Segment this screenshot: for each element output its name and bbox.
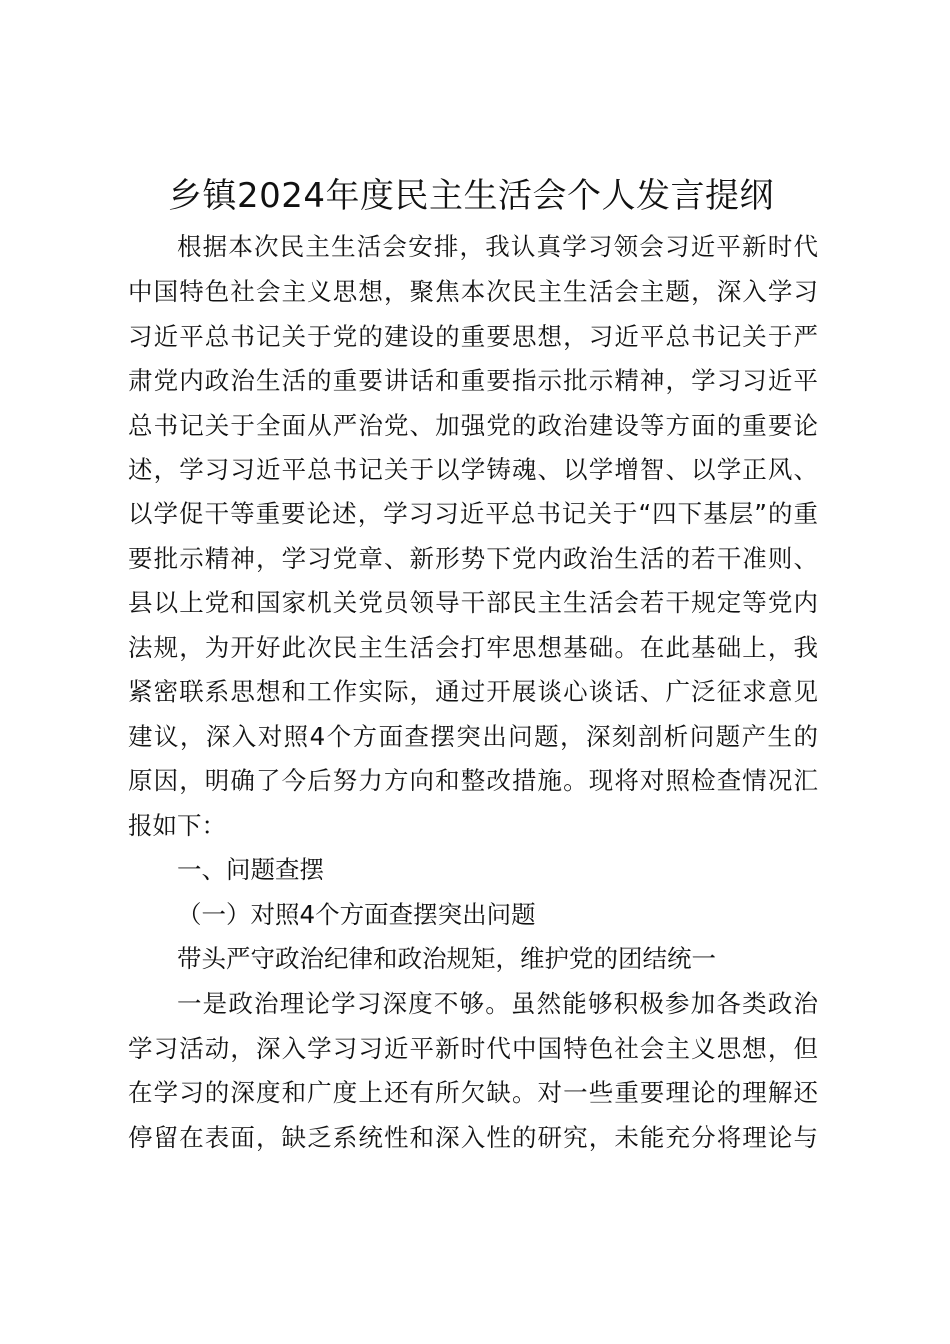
paragraph-line: 县以上党和国家机关党员领导干部民主生活会若干规定等党内	[128, 588, 818, 617]
paragraph-line: 建议，深入对照4个方面查摆突出问题，深刻剖析问题产生的	[128, 722, 818, 751]
paragraph-line: 总书记关于全面从严治党、加强党的政治建设等方面的重要论	[128, 411, 818, 440]
paragraph-line: 以学促干等重要论述，学习习近平总书记关于“四下基层”的重	[128, 499, 818, 528]
paragraph-line: 根据本次民主生活会安排，我认真学习领会习近平新时代	[177, 232, 818, 261]
document-title: 乡镇2024年度民主生活会个人发言提纲	[167, 176, 775, 216]
paragraph-line: 中国特色社会主义思想，聚焦本次民主生活会主题，深入学习	[128, 277, 818, 306]
paragraph-line: 原因，明确了今后努力方向和整改措施。现将对照检查情况汇	[128, 766, 818, 795]
paragraph-line: 肃党内政治生活的重要讲话和重要指示批示精神，学习习近平	[128, 366, 818, 395]
paragraph-line: 紧密联系思想和工作实际，通过开展谈心谈话、广泛征求意见	[128, 677, 818, 706]
subsection-heading: （一）对照4个方面查摆突出问题	[177, 900, 536, 929]
paragraph-line: 在学习的深度和广度上还有所欠缺。对一些重要理论的理解还	[128, 1078, 818, 1107]
paragraph-line: 述，学习习近平总书记关于以学铸魂、以学增智、以学正风、	[128, 455, 818, 484]
paragraph-line: 要批示精神，学习党章、新形势下党内政治生活的若干准则、	[128, 544, 818, 573]
paragraph-line: 停留在表面，缺乏系统性和深入性的研究，未能充分将理论与	[128, 1123, 818, 1152]
paragraph-line: 报如下：	[128, 811, 226, 840]
paragraph-line: 学习活动，深入学习习近平新时代中国特色社会主义思想，但	[128, 1034, 818, 1063]
topic-heading: 带头严守政治纪律和政治规矩，维护党的团结统一	[177, 944, 716, 973]
paragraph-line: 习近平总书记关于党的建设的重要思想，习近平总书记关于严	[128, 322, 818, 351]
section-heading: 一、问题查摆	[177, 855, 324, 884]
paragraph-line: 法规，为开好此次民主生活会打牢思想基础。在此基础上，我	[128, 633, 818, 662]
paragraph-line: 一是政治理论学习深度不够。虽然能够积极参加各类政治	[177, 989, 818, 1018]
